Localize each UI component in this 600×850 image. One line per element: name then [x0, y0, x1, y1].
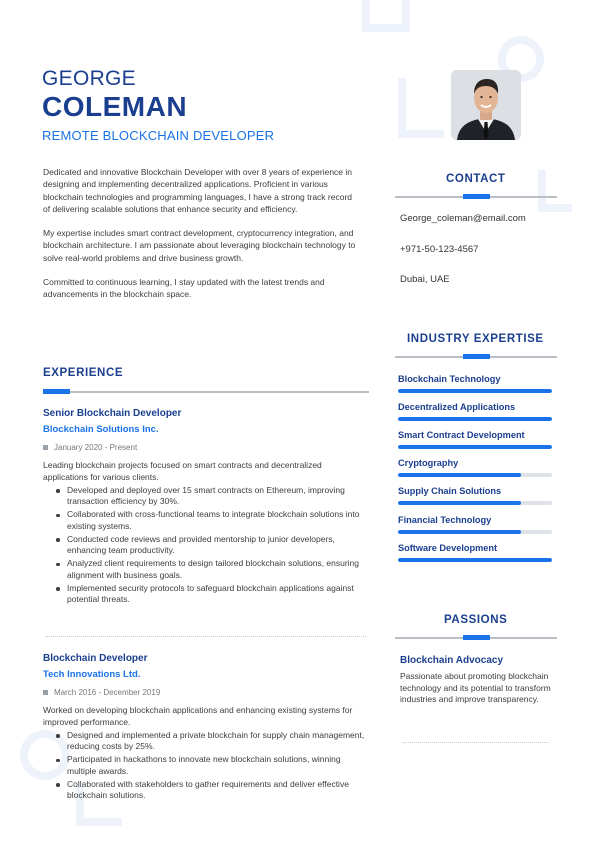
passions-heading: PASSIONS	[444, 614, 508, 626]
passion-title: Blockchain Advocacy	[400, 655, 504, 666]
contact-location: Dubai, UAE	[400, 274, 450, 285]
first-name: GEORGE	[42, 67, 136, 90]
skill-name: Cryptography	[398, 458, 459, 468]
job-achievements	[43, 485, 369, 606]
skill-item	[398, 543, 552, 562]
skill-level-bar	[398, 530, 552, 534]
achievement-item: Conducted code reviews and provided mentorship to junior developers, enhancing team productivity.	[67, 534, 369, 557]
job-company: Tech Innovations Ltd.	[43, 669, 141, 680]
job-role: Blockchain Developer	[43, 653, 148, 664]
profile-summary	[43, 166, 361, 313]
skill-item	[398, 430, 552, 449]
job-dates	[43, 443, 369, 452]
skill-item	[398, 486, 552, 505]
achievement-item: Collaborated with cross-functional teams to integrate blockchain solutions into existing systems.	[67, 509, 369, 532]
skill-name: Blockchain Technology	[398, 374, 501, 384]
section-accent-bar	[463, 354, 490, 359]
job-description: Leading blockchain projects focused on smart contracts and decentralized applications for various clients.	[43, 460, 322, 482]
contact-heading: CONTACT	[446, 173, 506, 185]
last-name: COLEMAN	[42, 91, 188, 122]
skill-level-bar	[398, 417, 552, 421]
skill-level-fill	[398, 389, 552, 393]
section-accent-bar	[43, 389, 70, 394]
skill-name: Financial Technology	[398, 515, 492, 525]
skill-item	[398, 515, 552, 534]
skill-level-bar	[398, 501, 552, 505]
passion-description: Passionate about promoting blockchain technology and its potential to transform industries and improve transparency.	[400, 671, 551, 705]
skill-level-fill	[398, 473, 521, 477]
achievement-item: Implemented security protocols to safeguard blockchain applications against potential threats.	[67, 583, 369, 606]
skill-level-bar	[398, 473, 552, 477]
summary-paragraph: Dedicated and innovative Blockchain Developer with over 8 years of experience in designing and implementing decentralized applications. Proficient in various blockchain technologies and programming languages, I have a strong track record of delivering scalable solutions that enhance security and efficiency.	[43, 167, 353, 214]
skill-name: Supply Chain Solutions	[398, 486, 502, 496]
summary-paragraph: My expertise includes smart contract development, cryptocurrency integration, and blockchain architecture. I am passionate about leveraging blockchain technology to solve real-world problems and drive business growth.	[43, 228, 356, 263]
skill-level-fill	[398, 530, 521, 534]
calendar-icon	[43, 445, 48, 450]
skill-name: Software Development	[398, 543, 498, 553]
job-description: Worked on developing blockchain applications and enhancing existing systems for improved performance.	[43, 705, 353, 727]
skill-name: Smart Contract Development	[398, 430, 525, 440]
portrait-illustration	[451, 70, 521, 140]
watermark-shape	[398, 78, 444, 138]
skill-level-bar	[398, 389, 552, 393]
job-dates-text: January 2020 - Present	[54, 443, 138, 452]
job-role: Senior Blockchain Developer	[43, 408, 182, 419]
skill-item	[398, 458, 552, 477]
job-dates	[43, 688, 369, 697]
entry-divider	[403, 742, 549, 743]
skill-level-bar	[398, 445, 552, 449]
experience-heading: EXPERIENCE	[43, 367, 124, 379]
skill-level-fill	[398, 558, 552, 562]
skill-item	[398, 402, 552, 421]
calendar-icon	[43, 690, 48, 695]
contact-phone[interactable]: +971-50-123-4567	[400, 244, 479, 255]
skill-name: Decentralized Applications	[398, 402, 516, 412]
skill-item	[398, 374, 552, 393]
job-dates-text: March 2016 - December 2019	[54, 688, 161, 697]
entry-divider	[46, 636, 366, 637]
achievement-item: Designed and implemented a private blockchain for supply chain management, reducing costs by 25%.	[67, 730, 369, 753]
job-title: REMOTE BLOCKCHAIN DEVELOPER	[42, 128, 275, 143]
section-divider	[43, 391, 369, 393]
achievement-item: Collaborated with stakeholders to gather requirements and deliver effective blockchain solutions.	[67, 779, 369, 802]
experience-entry	[43, 653, 369, 803]
skill-level-fill	[398, 501, 521, 505]
contact-email[interactable]: George_coleman@email.com	[400, 213, 526, 224]
skill-level-fill	[398, 417, 552, 421]
achievement-item: Participated in hackathons to innovate new blockchain solutions, winning multiple awards.	[67, 754, 369, 777]
watermark-shape	[362, 0, 410, 32]
achievement-item: Analyzed client requirements to design tailored blockchain solutions, ensuring alignment with business goals.	[67, 558, 369, 581]
profile-photo	[451, 70, 521, 140]
achievement-item: Developed and deployed over 15 smart contracts on Ethereum, improving transaction efficiency by 30%.	[67, 485, 369, 508]
section-accent-bar	[463, 635, 490, 640]
watermark-shape	[538, 170, 572, 212]
experience-entry	[43, 408, 369, 607]
skill-level-bar	[398, 558, 552, 562]
job-achievements	[43, 730, 369, 802]
expertise-heading: INDUSTRY EXPERTISE	[407, 333, 544, 345]
job-company: Blockchain Solutions Inc.	[43, 424, 159, 435]
section-accent-bar	[463, 194, 490, 199]
summary-paragraph: Committed to continuous learning, I stay updated with the latest trends and advancements in the blockchain space.	[43, 277, 325, 300]
skill-level-fill	[398, 445, 552, 449]
